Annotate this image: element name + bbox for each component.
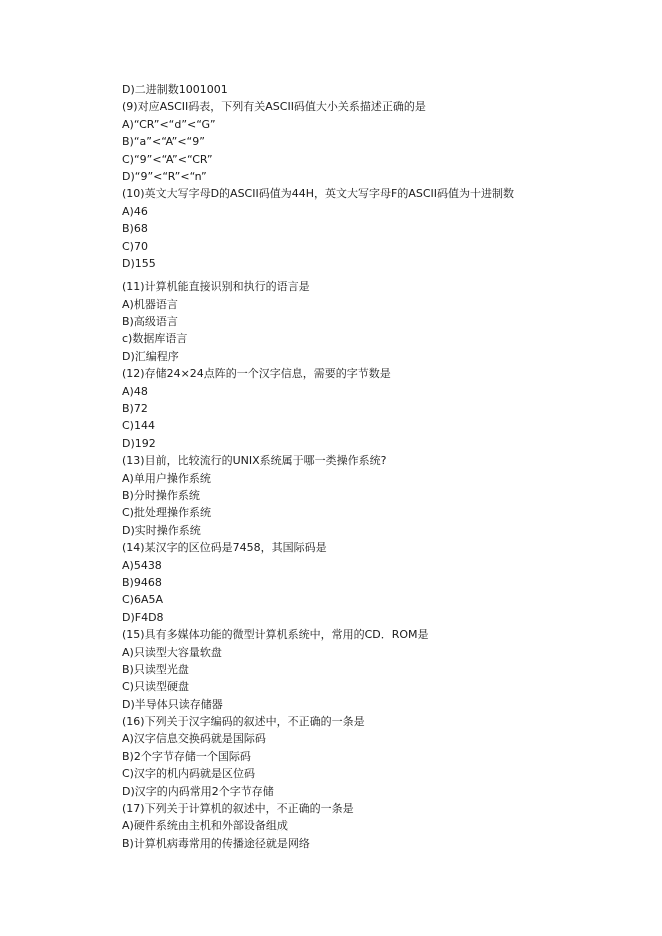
option-line: A)46 xyxy=(122,204,148,218)
option-line: C)70 xyxy=(122,239,148,253)
option-line: B)2个字节存储一个国际码 xyxy=(122,749,251,763)
option-line: D)汇编程序 xyxy=(122,349,179,363)
question-16: (16)下列关于汉字编码的叙述中，不正确的一条是 xyxy=(122,715,365,729)
option-line: C)6A5A xyxy=(122,593,164,607)
option-line: D)155 xyxy=(122,256,156,270)
option-line: B)9468 xyxy=(122,575,162,589)
option-line: B)只读型光盘 xyxy=(122,662,189,676)
option-line: C)“9”<“A”<“CR” xyxy=(122,152,213,166)
question-9: (9)对应ASCII码表，下列有关ASCII码值大小关系描述正确的是 xyxy=(122,100,426,114)
option-line: B)72 xyxy=(122,402,148,416)
option-line: c)数据库语言 xyxy=(122,332,188,346)
question-15: (15)具有多媒体功能的微型计算机系统中，常用的CD．ROM是 xyxy=(122,628,429,642)
question-14: (14)某汉字的区位码是7458，其国际码是 xyxy=(122,541,327,555)
option-line: C)只读型硬盘 xyxy=(122,680,189,694)
option-line: D)F4D8 xyxy=(122,610,164,624)
option-line: A)单用户操作系统 xyxy=(122,471,211,485)
option-line: B)“a”<“A”<“9” xyxy=(122,135,205,149)
option-line: B)68 xyxy=(122,222,148,236)
option-line: B)高级语言 xyxy=(122,315,178,329)
option-line: A)汉字信息交换码就是国际码 xyxy=(122,732,266,746)
text-line: D)二进制数1001001 xyxy=(122,83,228,96)
option-line: A)只读型大容量软盘 xyxy=(122,645,222,659)
option-line: C)144 xyxy=(122,419,155,433)
option-line: B)计算机病毒常用的传播途径就是网络 xyxy=(122,836,310,850)
option-line: D)汉字的内码常用2个字节存储 xyxy=(122,784,274,798)
option-line: A)5438 xyxy=(122,558,162,572)
option-line: C)批处理操作系统 xyxy=(122,506,211,520)
option-line: A)硬件系统由主机和外部设备组成 xyxy=(122,819,288,833)
option-line: A)机器语言 xyxy=(122,297,178,311)
question-17: (17)下列关于计算机的叙述中，不正确的一条是 xyxy=(122,802,354,816)
option-line: D)“9”<“R”<“n” xyxy=(122,169,207,183)
document-page xyxy=(122,81,642,852)
option-line: D)实时操作系统 xyxy=(122,523,201,537)
question-11: (11)计算机能直接识别和执行的语言是 xyxy=(122,280,310,294)
option-line: B)分时操作系统 xyxy=(122,488,200,502)
question-13: (13)目前，比较流行的UNIX系统属于哪一类操作系统? xyxy=(122,454,387,468)
question-12: (12)存储24×24点阵的一个汉字信息，需要的字节数是 xyxy=(122,367,391,381)
option-line: A)“CR”<“d”<“G” xyxy=(122,117,216,131)
question-10: (10)英文大写字母D的ASCII码值为44H，英文大写字母F的ASCII码值为十进制数 xyxy=(122,187,514,201)
option-line: D)半导体只读存储器 xyxy=(122,697,223,711)
option-line: C)汉字的机内码就是区位码 xyxy=(122,767,255,781)
option-line: D)192 xyxy=(122,436,156,450)
option-line: A)48 xyxy=(122,384,148,398)
